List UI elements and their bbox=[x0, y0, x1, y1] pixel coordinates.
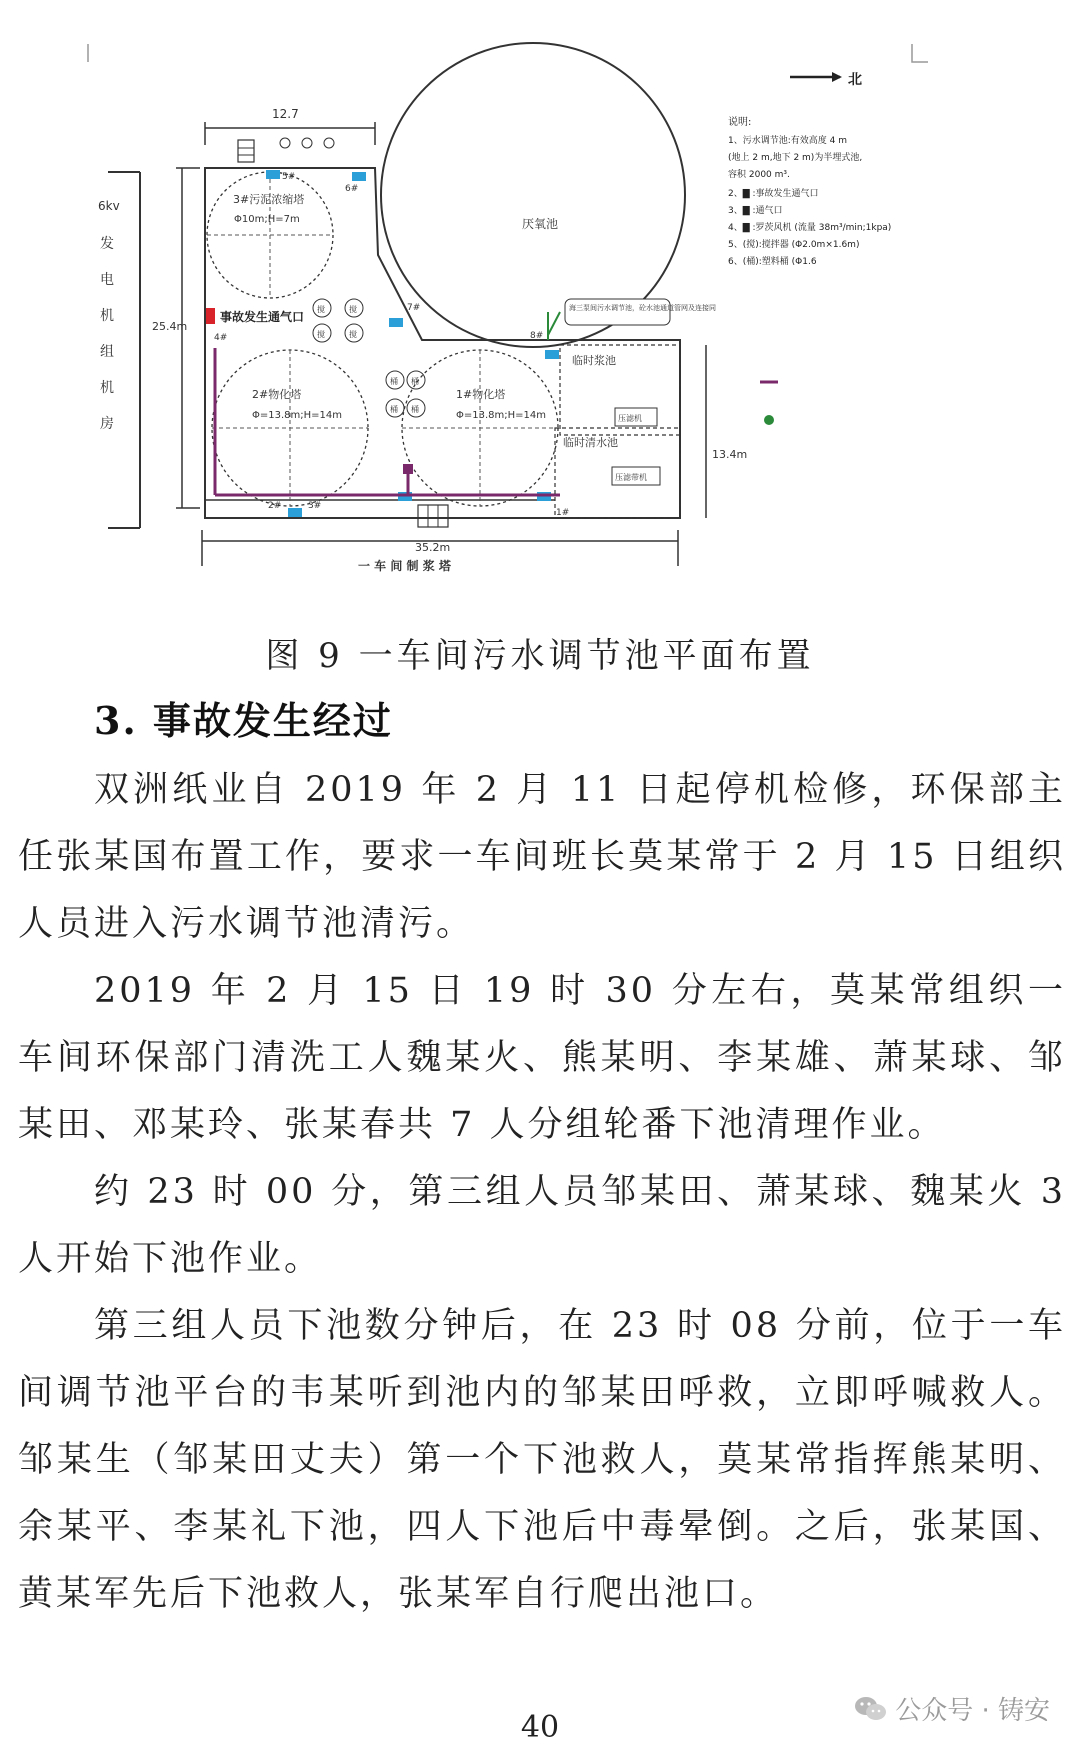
svg-text:压滤机: 压滤机 bbox=[618, 414, 642, 423]
svg-text:事故发生通气口: 事故发生通气口 bbox=[220, 310, 305, 324]
svg-text:桶: 桶 bbox=[411, 377, 419, 386]
svg-text:说明:: 说明: bbox=[728, 117, 752, 128]
svg-text:海三泵间污水调节池，砼水池通道管网及连接同: 海三泵间污水调节池，砼水池通道管网及连接同 bbox=[569, 304, 716, 312]
vent-icon bbox=[545, 350, 559, 359]
side-char: 发 bbox=[100, 236, 114, 252]
generator-room bbox=[98, 172, 140, 528]
svg-text:3#污泥浓缩塔: 3#污泥浓缩塔 bbox=[233, 193, 305, 206]
svg-text:6、(桶):塑料桶 (Φ1.6: 6、(桶):塑料桶 (Φ1.6 bbox=[728, 257, 817, 267]
layout-diagram bbox=[0, 0, 1080, 600]
svg-text:Φ10m;H=7m: Φ10m;H=7m bbox=[234, 214, 300, 225]
svg-text:3#: 3# bbox=[308, 501, 322, 511]
svg-text:Φ=13.8m;H=14m: Φ=13.8m;H=14m bbox=[252, 410, 342, 421]
wechat-icon bbox=[853, 1694, 887, 1724]
svg-text:35.2m: 35.2m bbox=[415, 541, 451, 554]
svg-text:搅: 搅 bbox=[317, 330, 325, 339]
svg-text:搅: 搅 bbox=[349, 305, 357, 314]
side-char: 机 bbox=[100, 380, 114, 396]
svg-text:(地上 2 m,地下 2 m)为半埋式池,: (地上 2 m,地下 2 m)为半埋式池, bbox=[728, 153, 863, 163]
vent-icon bbox=[288, 508, 302, 517]
paragraph: 约 23 时 00 分，第三组人员邹某田、萧某球、魏某火 3 人开始下池作业。 bbox=[18, 1172, 1066, 1279]
svg-text:4#: 4# bbox=[214, 333, 228, 343]
svg-text:桶: 桶 bbox=[390, 405, 398, 414]
svg-text:7#: 7# bbox=[407, 303, 421, 313]
callout bbox=[548, 299, 716, 340]
svg-text:临时清水池: 临时清水池 bbox=[563, 436, 618, 449]
dimension-bottom bbox=[202, 530, 678, 573]
vent-icon bbox=[389, 318, 403, 327]
side-char: 房 bbox=[100, 416, 114, 432]
north-arrow-icon bbox=[790, 72, 842, 82]
side-char: 组 bbox=[100, 344, 114, 360]
fan-icon bbox=[302, 138, 312, 148]
svg-text:1#: 1# bbox=[556, 508, 570, 518]
svg-text:6#: 6# bbox=[345, 184, 359, 194]
section-heading: 3. 事故发生经过 bbox=[94, 698, 393, 743]
svg-text:8#: 8# bbox=[530, 331, 544, 341]
svg-text:临时浆池: 临时浆池 bbox=[572, 354, 616, 367]
side-char: 机 bbox=[100, 308, 114, 324]
svg-text:5、(搅):搅拌器 (Φ2.0m×1.6m): 5、(搅):搅拌器 (Φ2.0m×1.6m) bbox=[728, 240, 860, 250]
stair-icon bbox=[238, 140, 254, 162]
svg-text:2#: 2# bbox=[268, 501, 282, 511]
svg-text:搅: 搅 bbox=[349, 330, 357, 339]
svg-text:5#: 5# bbox=[282, 172, 296, 182]
vent-icon bbox=[352, 172, 366, 181]
body-text bbox=[18, 757, 1066, 1628]
paragraph: 第三组人员下池数分钟后，在 23 时 08 分前，位于一车间调节池平台的韦某听到池内的邹某田呼救，立即呼喊救人。邹某生（邹某田丈夫）第一个下池救人，莫某常指挥熊某明、余某平、李某礼下池，四人下池后中毒晕倒。之后，张某国、黄某军先后下池救人，张某军自行爬出池口。 bbox=[18, 1306, 1066, 1614]
svg-text:厌氧池: 厌氧池 bbox=[522, 217, 559, 231]
svg-text:压滤带机: 压滤带机 bbox=[615, 473, 647, 482]
side-char: 电 bbox=[100, 272, 114, 288]
svg-text:3、▇ :通气口: 3、▇ :通气口 bbox=[728, 206, 783, 216]
north-label: 北 bbox=[848, 72, 862, 88]
dimension-right bbox=[706, 345, 747, 518]
legend bbox=[728, 115, 891, 267]
watermark-text: 公众号 · 铸安 bbox=[895, 1696, 1050, 1726]
paragraph: 2019 年 2 月 15 日 19 时 30 分左右，莫某常组织一车间环保部门清洗工人魏某火、熊某明、李某雄、萧某球、邹某田、邓某玲、张某春共 7 人分组轮番下池清理作业。 bbox=[18, 971, 1066, 1145]
svg-text:4、▇ :罗茨风机 (流量 38m³/min;1kpa): 4、▇ :罗茨风机 (流量 38m³/min;1kpa) bbox=[728, 223, 892, 233]
watermark bbox=[853, 1690, 1050, 1727]
fan-icon bbox=[280, 138, 290, 148]
svg-text:桶: 桶 bbox=[390, 377, 398, 386]
figure-caption: 图 9 一车间污水调节池平面布置 bbox=[265, 636, 815, 676]
svg-text:容积 2000 m³.: 容积 2000 m³. bbox=[728, 170, 790, 180]
svg-text:2、▇ :事故发生通气口: 2、▇ :事故发生通气口 bbox=[728, 189, 819, 199]
paragraph: 双洲纸业自 2019 年 2 月 11 日起停机检修，环保部主任张某国布置工作，要求一车间班长莫某常于 2 月 15 日组织人员进入污水调节池清污。 bbox=[18, 770, 1066, 944]
dimension-top bbox=[205, 107, 375, 145]
svg-text:1、污水调节池:有效高度 4 m: 1、污水调节池:有效高度 4 m bbox=[728, 136, 847, 146]
bottom-caption: 一 车 间 制 浆 塔 bbox=[358, 559, 451, 573]
svg-text:1#物化塔: 1#物化塔 bbox=[456, 388, 506, 401]
svg-text:2#物化塔: 2#物化塔 bbox=[252, 388, 302, 401]
svg-text:12.7: 12.7 bbox=[272, 107, 299, 121]
label-6kv: 6kv bbox=[98, 199, 120, 213]
page-number: 40 bbox=[520, 1710, 560, 1745]
svg-text:桶: 桶 bbox=[411, 405, 419, 414]
dimension-left bbox=[152, 168, 200, 508]
svg-text:Φ=13.8m;H=14m: Φ=13.8m;H=14m bbox=[456, 410, 546, 421]
svg-text:25.4m: 25.4m bbox=[152, 320, 188, 333]
air-pipe bbox=[215, 348, 778, 495]
svg-text:13.4m: 13.4m bbox=[712, 448, 748, 461]
fan-icon bbox=[324, 138, 334, 148]
stair-icon bbox=[418, 505, 448, 527]
svg-text:搅: 搅 bbox=[317, 305, 325, 314]
accident-vent-icon bbox=[206, 308, 215, 324]
vent-icon bbox=[266, 170, 280, 179]
